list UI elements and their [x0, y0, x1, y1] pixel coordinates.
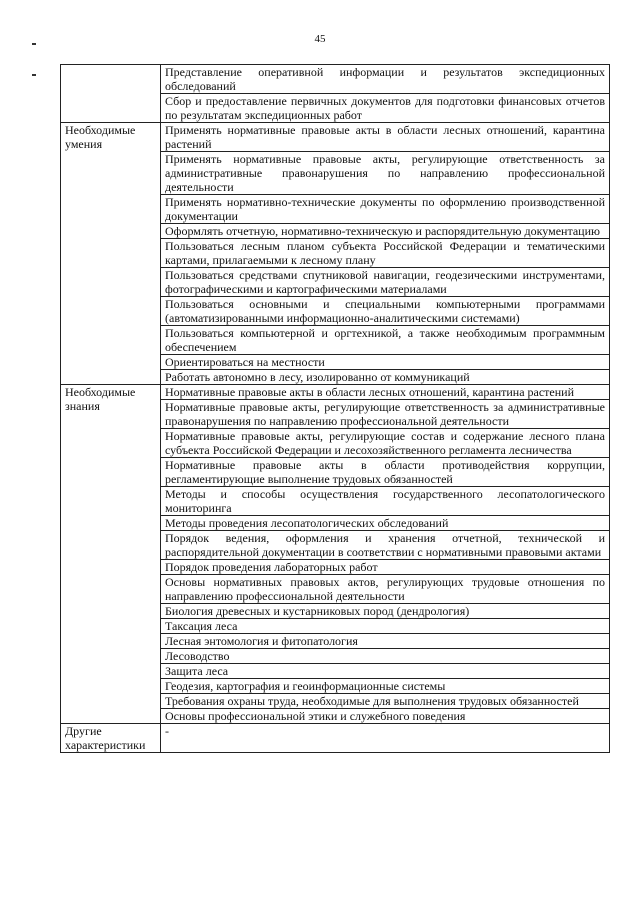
row-value-cell: Представление оперативной информации и результатов экспедиционных обследований [161, 65, 610, 94]
margin-mark [32, 43, 36, 45]
section-item: Нормативные правовые акты, регулирующие ответственность за административные правонарушения по направлению профессиональной деятельности [161, 400, 610, 429]
row-value-cell: Сбор и предоставление первичных документов для подготовки финансовых отчетов по результатам экспедиционных работ [161, 94, 610, 123]
section-item: Лесоводство [161, 649, 610, 664]
section-item: Порядок ведения, оформления и хранения отчетной, технической и распорядительной документации в соответствии с нормативными правовыми актами [161, 531, 610, 560]
section-item: Пользоваться лесным планом субъекта Российской Федерации и тематическими картами, прилагаемыми к лесному плану [161, 239, 610, 268]
section-label-cell [61, 385, 161, 724]
section-item: Нормативные правовые акты в области противодействия коррупции, регламентирующие выполнение трудовых обязанностей [161, 458, 610, 487]
section-item: Нормативные правовые акты, регулирующие состав и содержание лесного плана субъекта Российской Федерации и лесохозяйственного регламента лесничества [161, 429, 610, 458]
section-item: - [161, 724, 610, 753]
page-number: 45 [314, 33, 326, 45]
section-item: Геодезия, картография и геоинформационные системы [161, 679, 610, 694]
section-item: Методы проведения лесопатологических обследований [161, 516, 610, 531]
section-item: Применять нормативно-технические документы по оформлению производственной документации [161, 195, 610, 224]
section-label: Необходимые умения [65, 123, 136, 151]
section-item: Работать автономно в лесу, изолированно от коммуникаций [161, 370, 610, 385]
section-item: Лесная энтомология и фитопатология [161, 634, 610, 649]
section-item: Биология древесных и кустарниковых пород (дендрология) [161, 604, 610, 619]
section-item: Нормативные правовые акты в области лесных отношений, карантина растений [161, 385, 610, 400]
table-row [61, 65, 610, 94]
section-label-cell [61, 123, 161, 385]
section-item: Защита леса [161, 664, 610, 679]
section-item: Ориентироваться на местности [161, 355, 610, 370]
section-item: Пользоваться средствами спутниковой навигации, геодезическими инструментами, фотографическими и картографическими материалами [161, 268, 610, 297]
section-item: Порядок проведения лабораторных работ [161, 560, 610, 575]
section-item: Методы и способы осуществления государственного лесопатологического мониторинга [161, 487, 610, 516]
section-item: Оформлять отчетную, нормативно-техническую и распорядительную документацию [161, 224, 610, 239]
section-label: Другие характеристики [65, 724, 146, 752]
section-item: Применять нормативные правовые акты, регулирующие ответственность за административные правонарушения по направлению профессиональной деятельности [161, 152, 610, 195]
section-item: Применять нормативные правовые акты в области лесных отношений, карантина растений [161, 123, 610, 152]
table-row [61, 123, 610, 152]
section-label-cell [61, 724, 161, 753]
requirements-table [60, 64, 610, 753]
margin-mark [32, 74, 36, 76]
section-item: Пользоваться компьютерной и оргтехникой, а также необходимым программным обеспечением [161, 326, 610, 355]
table-row [61, 724, 610, 753]
section-item: Основы профессиональной этики и служебного поведения [161, 709, 610, 724]
section-item: Основы нормативных правовых актов, регулирующих трудовые отношения по направлению профессиональной деятельности [161, 575, 610, 604]
section-item: Требования охраны труда, необходимые для выполнения трудовых обязанностей [161, 694, 610, 709]
section-label: Необходимые знания [65, 385, 136, 413]
table-row [61, 385, 610, 400]
section-item: Пользоваться основными и специальными компьютерными программами (автоматизированными информационно-аналитическими системами) [161, 297, 610, 326]
row-label-cell [61, 65, 161, 123]
section-item: Таксация леса [161, 619, 610, 634]
